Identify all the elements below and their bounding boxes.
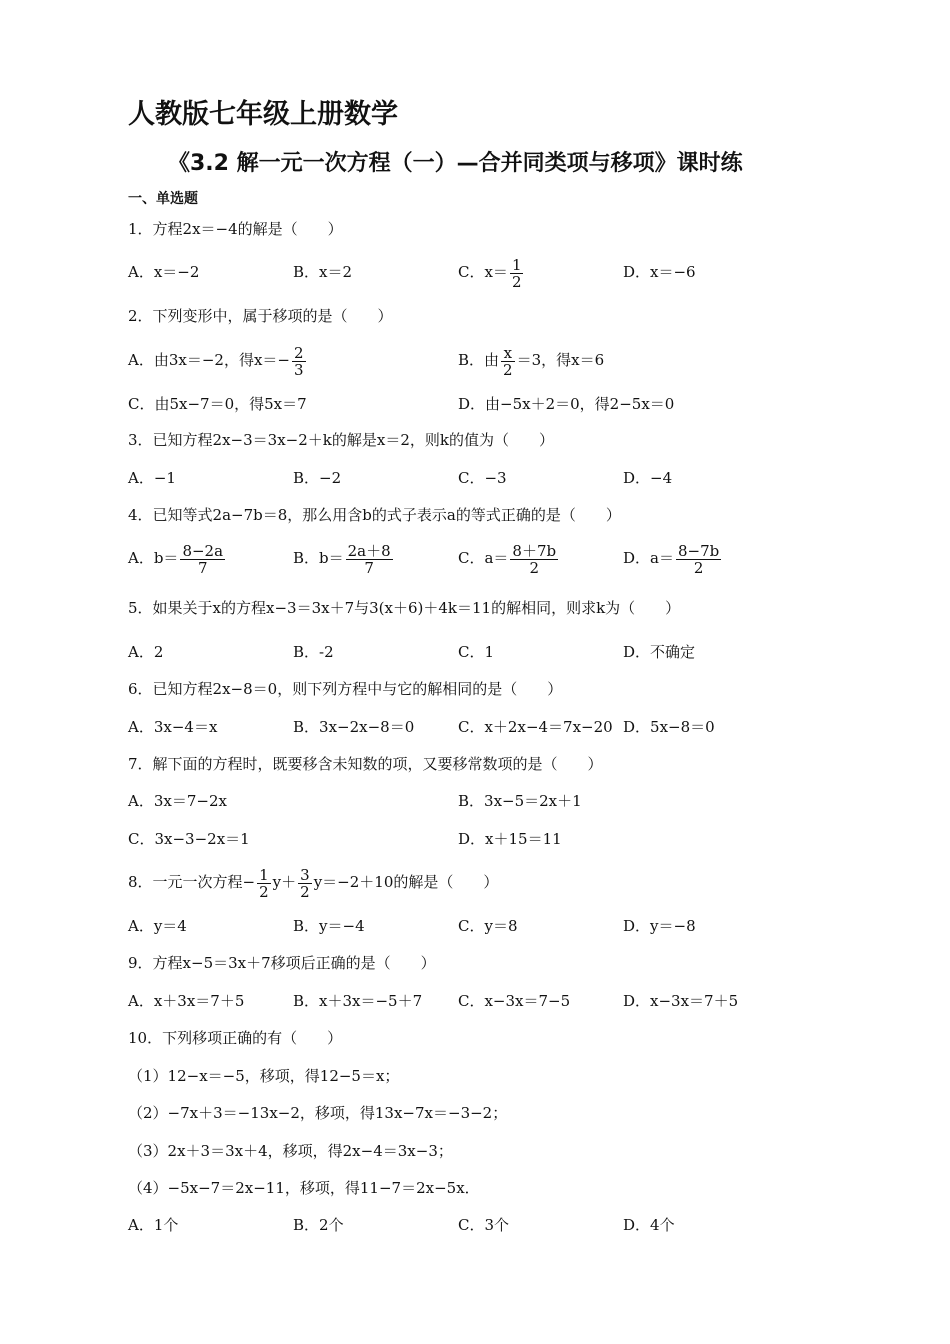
q6-option-d: D．5x−8＝0	[623, 718, 715, 736]
q5-option-b: B．-2	[293, 643, 334, 661]
question-9-stem: 9．方程x−5＝3x＋7移项后正确的是（ ）	[128, 954, 436, 972]
q3-option-b: B．−2	[293, 469, 342, 487]
q6-option-c: C．x＋2x−4＝7x−20	[458, 718, 613, 736]
question-2-stem: 2．下列变形中，属于移项的是（ ）	[128, 307, 393, 325]
q7-option-c: C．3x−3−2x＝1	[128, 830, 250, 848]
q1-option-c-label: C．x＝	[458, 263, 508, 281]
q5-option-a: A．2	[128, 643, 164, 661]
q2-option-c: C．由5x−7＝0，得5x＝7	[128, 395, 307, 413]
q10-item-2: （2）−7x＋3＝−13x−2，移项，得13x−7x＝−3−2；	[128, 1104, 508, 1122]
q8-fraction-2: $\frac{3}{2}$	[300, 865, 310, 901]
q3-option-a: A．−1	[128, 469, 176, 487]
q3-option-d: D．−4	[623, 469, 673, 487]
q10-option-c: C．3个	[458, 1216, 510, 1234]
q5-option-d: D．不确定	[623, 643, 696, 661]
q6-option-b: B．3x−2x−8＝0	[293, 718, 415, 736]
page-title: 人教版七年级上册数学	[128, 99, 398, 130]
q2-option-a-fraction: $\frac{2}{3}$	[293, 343, 304, 379]
page-subtitle: 《3.2 解一元一次方程（一）—合并同类项与移项》课时练	[168, 151, 743, 176]
q9-option-b: B．x＋3x＝−5＋7	[293, 992, 423, 1010]
q4-option-a: A．b＝ $\frac{8-2a}{7}$	[128, 541, 224, 577]
q10-item-1: （1）12−x＝−5，移项，得12−5＝x；	[128, 1067, 400, 1085]
question-3-stem: 3．已知方程2x−3＝3x−2＋k的解是x＝2，则k的值为（ ）	[128, 431, 554, 449]
question-7-stem: 7．解下面的方程时，既要移含未知数的项，又要移常数项的是（ ）	[128, 755, 603, 773]
q2-option-a: A．由3x＝−2，得x＝− $\frac{2}{3}$	[128, 343, 304, 379]
q2-option-d: D．由−5x＋2＝0，得2−5x＝0	[458, 395, 675, 413]
q4-option-b-fraction: $\frac{2a+8}{7}$	[347, 541, 391, 577]
q4-option-b: B．b＝ $\frac{2a+8}{7}$	[293, 541, 391, 577]
q4-option-d-fraction: $\frac{8-7b}{2}$	[677, 541, 720, 577]
q8-fraction-1: $\frac{1}{2}$	[259, 865, 269, 901]
question-1-stem: 1．方程2x＝−4的解是（ ）	[128, 220, 343, 238]
q9-option-d: D．x−3x＝7＋5	[623, 992, 739, 1010]
section-heading: 一、单选题	[128, 191, 198, 207]
q2-option-b: B．由 $\frac{x}{2}$ ＝3，得x＝6	[458, 343, 605, 379]
q8-option-c: C．y＝8	[458, 917, 518, 935]
question-6-stem: 6．已知方程2x−8＝0，则下列方程中与它的解相同的是（ ）	[128, 680, 563, 698]
q9-option-a: A．x＋3x＝7＋5	[128, 992, 245, 1010]
q8-option-b: B．y＝−4	[293, 917, 365, 935]
q3-option-c: C．−3	[458, 469, 507, 487]
q8-option-a: A．y＝4	[128, 917, 187, 935]
q10-option-d: D．4个	[623, 1216, 675, 1234]
q10-option-a: A．1个	[128, 1216, 179, 1234]
question-8-stem: 8．一元一次方程− $\frac{1}{2}$ y＋ $\frac{3}{2}$ y＝−2＋10的解是（ ）	[128, 865, 499, 901]
q10-option-b: B．2个	[293, 1216, 344, 1234]
q6-option-a: A．3x−4＝x	[128, 718, 218, 736]
q1-option-a: A．x＝−2	[128, 263, 200, 281]
q10-item-3: （3）2x＋3＝3x＋4，移项，得2x−4＝3x−3；	[128, 1142, 453, 1160]
q4-option-d: D．a＝ $\frac{8-7b}{2}$	[623, 541, 720, 577]
q2-option-b-fraction: $\frac{x}{2}$	[503, 343, 513, 379]
q1-option-c-fraction: $\frac{1}{2}$	[511, 255, 522, 291]
q4-option-a-fraction: $\frac{8-2a}{7}$	[182, 541, 224, 577]
question-5-stem: 5．如果关于x的方程x−3＝3x＋7与3(x＋6)＋4k＝11的解相同，则求k为（ ）	[128, 599, 681, 617]
q8-option-d: D．y＝−8	[623, 917, 696, 935]
q1-option-b: B．x＝2	[293, 263, 353, 281]
q4-option-c-fraction: $\frac{8+7b}{2}$	[512, 541, 557, 577]
q1-option-d: D．x＝−6	[623, 263, 696, 281]
q1-option-c	[458, 254, 525, 290]
question-10-stem: 10．下列移项正确的有（ ）	[128, 1029, 343, 1047]
q7-option-b: B．3x−5＝2x＋1	[458, 792, 582, 810]
q7-option-a: A．3x＝7−2x	[128, 792, 227, 810]
q4-option-c: C．a＝ $\frac{8+7b}{2}$	[458, 541, 557, 577]
q5-option-c: C．1	[458, 643, 495, 661]
q9-option-c: C．x−3x＝7−5	[458, 992, 571, 1010]
q7-option-d: D．x＋15＝11	[458, 830, 562, 848]
q10-item-4: （4）−5x−7＝2x−11，移项，得11−7＝2x−5x．	[128, 1179, 480, 1197]
question-4-stem: 4．已知等式2a−7b＝8，那么用含b的式子表示a的等式正确的是（ ）	[128, 506, 621, 524]
